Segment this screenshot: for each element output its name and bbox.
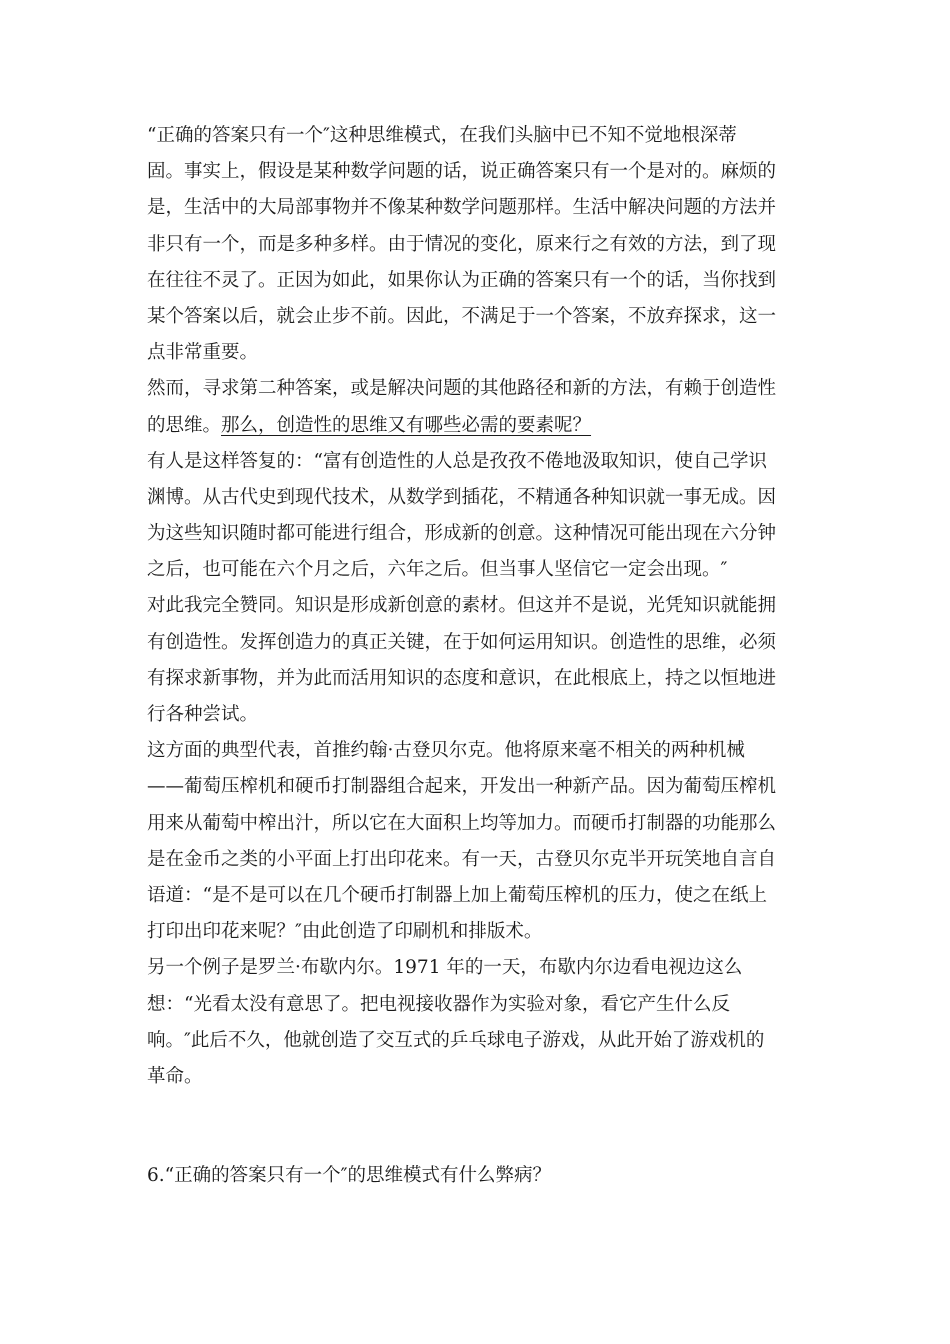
paragraph-2 (147, 371, 807, 443)
paragraph-4 (147, 588, 807, 733)
text-line: 渊博。从古代史到现代技术，从数学到插花，不精通各种知识就一事无成。因 (147, 486, 777, 508)
text-line: 是，生活中的大局部事物并不像某种数学问题那样。生活中解决问题的方法并 (147, 197, 777, 219)
text-line: 用来从葡萄中榨出汁，所以它在大面积上均等加力。而硬币打制器的功能那么 (147, 812, 777, 834)
text-line: 有创造性。发挥创造力的真正关键，在于如何运用知识。创造性的思维，必须 (147, 631, 777, 653)
text-line: 然而，寻求第二种答案，或是解决问题的其他路径和新的方法，有赖于创造性 (147, 378, 777, 400)
text-line: 为这些知识随时都可能进行组合，形成新的创意。这种情况可能出现在六分钟 (147, 523, 777, 545)
text-line (147, 408, 807, 444)
text-line: 是在金币之类的小平面上打出印花来。有一天，古登贝尔克半开玩笑地自言自 (147, 848, 777, 870)
paragraph-3 (147, 444, 807, 589)
paragraph-6 (147, 950, 807, 1095)
text-line: 固。事实上，假设是某种数学问题的话，说正确答案只有一个是对的。麻烦的 (147, 161, 777, 183)
text-line: 另一个例子是罗兰·布歇内尔。1971 年的一天，布歇内尔边看电视边这么 (147, 957, 743, 979)
text-line: 在往往不灵了。正因为如此，如果你认为正确的答案只有一个的话，当你找到 (147, 269, 777, 291)
paragraph-1 (147, 118, 807, 371)
passage (147, 118, 807, 1095)
text-line: 点非常重要。 (147, 342, 259, 364)
underlined-question: 那么，创造性的思维又有哪些必需的要素呢？ (221, 414, 592, 436)
text-line: 革命。 (147, 1065, 203, 1087)
text-line: 想：“光看太没有意思了。把电视接收器作为实验对象，看它产生什么反 (147, 993, 730, 1015)
text-plain: 的思维。 (147, 414, 222, 436)
text-line: ——葡萄压榨机和硬币打制器组合起来，开发出一种新产品。因为葡萄压榨机 (147, 776, 777, 798)
paragraph-5 (147, 733, 807, 950)
text-line: 打印出印花来呢？″由此创造了印刷机和排版术。 (147, 921, 543, 943)
text-line: “正确的答案只有一个″这种思维模式，在我们头脑中已不知不觉地根深蒂 (147, 125, 737, 146)
text-line: 对此我完全赞同。知识是形成新创意的素材。但这并不是说，光凭知识就能拥 (147, 595, 777, 617)
text-line: 这方面的典型代表，首推约翰·古登贝尔克。他将原来毫不相关的两种机械 (147, 740, 745, 762)
text-line: 之后，也可能在六个月之后，六年之后。但当事人坚信它一定会出现。″ (147, 559, 728, 581)
text-line: 响。″此后不久，他就创造了交互式的乒乓球电子游戏，从此开始了游戏机的 (147, 1029, 765, 1051)
text-line: 行各种尝试。 (147, 704, 259, 725)
text-line: 有人是这样答复的：“富有创造性的人总是孜孜不倦地汲取知识，使自己学识 (147, 450, 767, 472)
question-6: 6.“正确的答案只有一个″的思维模式有什么弊病？ (147, 1165, 552, 1186)
text-line: 有探求新事物，并为此而活用知识的态度和意识，在此根底上，持之以恒地进 (147, 667, 777, 689)
text-line: 某个答案以后，就会止步不前。因此，不满足于一个答案，不放弃探求，这一 (147, 305, 777, 327)
text-line: 语道：“是不是可以在几个硬币打制器上加上葡萄压榨机的压力，使之在纸上 (147, 884, 767, 906)
text-line: 非只有一个，而是多种多样。由于情况的变化，原来行之有效的方法，到了现 (147, 233, 777, 255)
